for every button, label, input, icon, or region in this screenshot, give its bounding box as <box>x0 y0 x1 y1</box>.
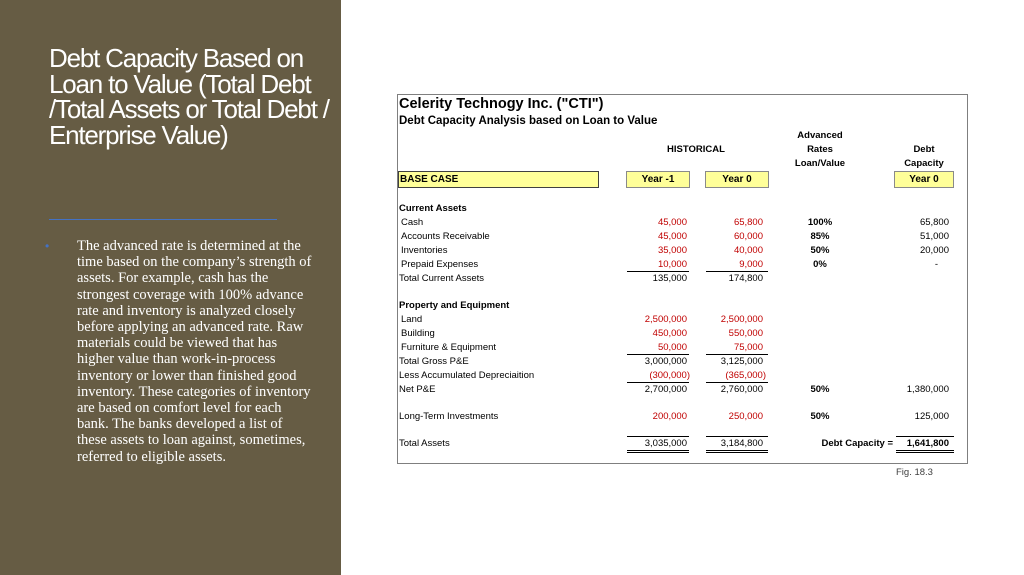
cell-year-0: 40,000 <box>733 245 763 256</box>
row-label: Less Accumulated Depreciaition <box>399 370 535 381</box>
cell-year-minus1: 2,700,000 <box>644 384 687 395</box>
cell-year-minus1: 35,000 <box>657 245 687 256</box>
table-subtitle: Debt Capacity Analysis based on Loan to Value <box>399 115 658 127</box>
company-name: Celerity Technogy Inc. ("CTI") <box>399 96 604 112</box>
cell-year-0: 3,184,800 <box>720 438 763 449</box>
total-double-rule <box>706 450 768 453</box>
cell-year-0: 9,000 <box>739 259 763 270</box>
cell-year-0: 250,000 <box>728 411 763 422</box>
cell-year-0: 60,000 <box>733 231 763 242</box>
total-rule <box>896 436 954 437</box>
total-double-rule <box>896 450 954 453</box>
cell-capacity: 51,000 <box>919 231 949 242</box>
cell-year-0: 2,500,000 <box>720 314 763 325</box>
cell-year-0: 65,800 <box>733 217 763 228</box>
row-label: Inventories <box>401 245 448 256</box>
cell-year-minus1: 45,000 <box>657 217 687 228</box>
debt-year-header: Year 0 <box>894 171 954 188</box>
cell-capacity: 65,800 <box>919 217 949 228</box>
bullet-text: The advanced rate is determined at the time based on the company’s strength of assets. For example, cash has the strongest coverage with 100% advance rate and inventory is analyzed closely before applying an advanced rate. Raw materials could be viewed that has higher value than work-in-process inventory or lower than finished good inventory. These categories of inventory are based on comfort level for each bank. The banks developed a list of these assets to loan against, sometimes, referred to eligible assets. <box>77 238 312 465</box>
row-label: Total Current Assets <box>399 273 485 284</box>
base-case-label: BASE CASE <box>398 171 599 188</box>
year-minus1-header: Year -1 <box>626 171 690 188</box>
subtotal-rule <box>706 382 768 383</box>
cell-year-minus1: 3,035,000 <box>644 438 687 449</box>
cell-rate: 85% <box>810 231 830 242</box>
subtotal-rule <box>627 354 689 355</box>
section-ppe: Property and Equipment <box>399 300 510 311</box>
cell-year-minus1: 10,000 <box>657 259 687 270</box>
row-label: Accounts Receivable <box>401 231 490 242</box>
cell-capacity: 1,380,000 <box>906 384 949 395</box>
cell-rate: 50% <box>810 411 830 422</box>
cell-year-minus1: 50,000 <box>657 342 687 353</box>
debt-capacity-total: 1,641,800 <box>906 438 949 449</box>
historical-header: HISTORICAL <box>667 144 725 155</box>
row-label: Long-Term Investments <box>399 411 499 422</box>
cell-rate: 50% <box>810 245 830 256</box>
debt-capacity-label: Debt Capacity = <box>821 438 893 449</box>
section-current-assets: Current Assets <box>399 203 467 214</box>
advanced-header-1: Advanced <box>797 130 843 141</box>
debt-header-1: Debt <box>913 144 935 155</box>
total-double-rule <box>627 450 689 453</box>
cell-year-minus1: 200,000 <box>652 411 687 422</box>
cell-year-0: 75,000 <box>733 342 763 353</box>
row-label: Net P&E <box>399 384 436 395</box>
subtotal-rule <box>627 271 689 272</box>
row-label: Cash <box>401 217 424 228</box>
advanced-header-2: Rates <box>807 144 833 155</box>
cell-year-minus1: (300,000) <box>649 370 690 381</box>
cell-year-minus1: 2,500,000 <box>644 314 687 325</box>
cell-capacity: 20,000 <box>919 245 949 256</box>
subtotal-rule <box>706 271 768 272</box>
cell-rate: 50% <box>810 384 830 395</box>
cell-year-0: 174,800 <box>728 273 763 284</box>
cell-year-0: 550,000 <box>728 328 763 339</box>
row-label: Furniture & Equipment <box>401 342 497 353</box>
title-underline <box>49 219 277 220</box>
year-0-header: Year 0 <box>705 171 769 188</box>
cell-year-0: (365,000) <box>725 370 766 381</box>
cell-year-minus1: 450,000 <box>652 328 687 339</box>
subtotal-rule <box>627 382 689 383</box>
total-rule <box>706 436 768 437</box>
debt-header-2: Capacity <box>904 158 944 169</box>
row-label: Total Assets <box>399 438 450 449</box>
subtotal-rule <box>706 354 768 355</box>
figure-caption: Fig. 18.3 <box>896 467 933 478</box>
cell-year-minus1: 3,000,000 <box>644 356 687 367</box>
cell-rate: 100% <box>807 217 833 228</box>
total-rule <box>627 436 689 437</box>
row-label: Prepaid Expenses <box>401 259 479 270</box>
row-label: Land <box>401 314 423 325</box>
cell-year-minus1: 45,000 <box>657 231 687 242</box>
cell-rate: 0% <box>813 259 827 270</box>
row-label: Total Gross P&E <box>399 356 469 367</box>
advanced-header-3: Loan/Value <box>794 158 846 169</box>
cell-year-0: 3,125,000 <box>720 356 763 367</box>
cell-year-0: 2,760,000 <box>720 384 763 395</box>
row-label: Building <box>401 328 435 339</box>
cell-year-minus1: 135,000 <box>652 273 687 284</box>
bullet-icon: • <box>45 239 50 253</box>
slide-title: Debt Capacity Based on Loan to Value (Total Debt /Total Assets or Total Debt / Enterprise Value) <box>49 43 329 150</box>
cell-capacity: 125,000 <box>914 411 949 422</box>
cell-capacity: - <box>934 259 938 270</box>
